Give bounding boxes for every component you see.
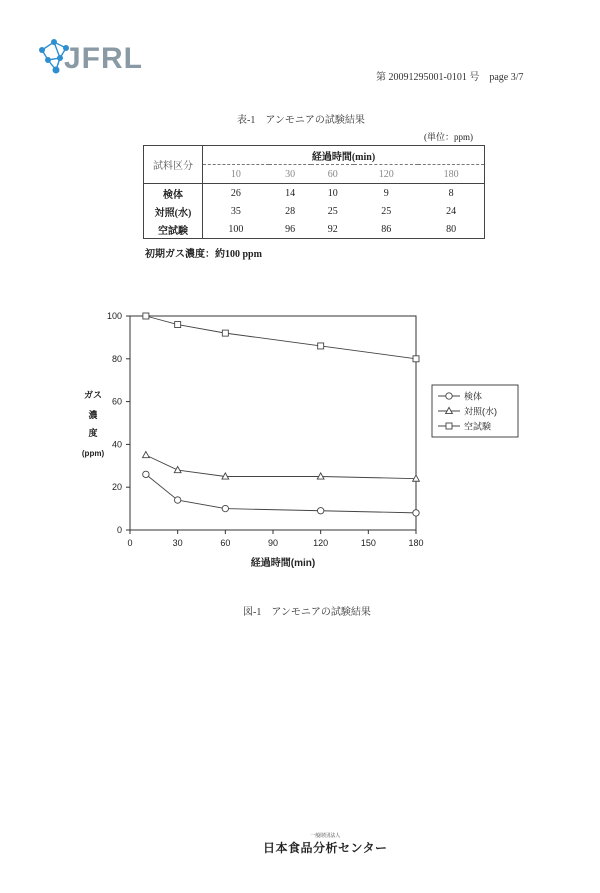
time-point: 180: [418, 165, 484, 184]
x-tick-label: 0: [127, 538, 133, 548]
y-tick-label: 100: [106, 311, 122, 321]
time-point: 60: [311, 165, 354, 184]
series-line: [146, 316, 416, 359]
y-tick-label: 80: [111, 353, 122, 364]
footer-org-name: 日本食品分析センター: [263, 841, 388, 855]
data-point: [143, 313, 149, 319]
footer-org-type: 一般財団法人: [310, 833, 341, 839]
cell: 25: [327, 205, 338, 217]
cell: 100: [203, 220, 269, 239]
table-unit: (単位：ppm): [424, 132, 473, 142]
y-tick-label: 0: [116, 525, 122, 535]
data-point: [413, 356, 419, 362]
row-label: 空試験: [144, 220, 203, 239]
cell: 86: [354, 220, 418, 239]
x-tick-label: 60: [220, 538, 231, 548]
y-tick-label: 60: [111, 396, 122, 407]
row-label: 検体: [144, 184, 203, 203]
cell: 35: [230, 205, 241, 217]
data-point: [317, 473, 324, 479]
data-point: [142, 452, 149, 458]
y-axis-label: 度: [88, 428, 98, 438]
data-point: [174, 466, 181, 472]
plot-frame: [130, 316, 416, 530]
document-number: 第 20091295001-0101 号 page 3/7: [376, 72, 524, 83]
legend-marker: [446, 393, 452, 399]
row-label: 対照(水): [144, 202, 203, 220]
time-point: 10: [203, 165, 269, 184]
x-axis-label: 経過時間(min): [250, 558, 316, 569]
cell: 8: [448, 187, 454, 199]
initial-concentration-note: 初期ガス濃度：約100 ppm: [145, 249, 262, 260]
time-point: 30: [269, 165, 312, 184]
cell: 92: [311, 220, 354, 239]
data-point: [317, 508, 323, 514]
x-tick-label: 120: [313, 538, 329, 548]
x-tick-label: 90: [267, 538, 279, 548]
series-line: [146, 474, 416, 513]
data-point: [143, 471, 149, 477]
footer-org: [263, 832, 388, 856]
time-group-header: 経過時間(min): [203, 146, 485, 165]
figure-caption: 図-1 アンモニアの試験結果: [243, 607, 371, 618]
cell: 80: [418, 220, 484, 239]
y-axis-label: 濃: [88, 410, 98, 420]
cell: 24: [446, 205, 457, 217]
legend-marker: [446, 423, 452, 429]
cell: 26: [230, 187, 241, 199]
data-point: [318, 343, 324, 349]
legend-label: 空試験: [464, 421, 492, 432]
series-line: [146, 455, 416, 479]
x-tick-label: 180: [408, 538, 424, 548]
data-point: [175, 322, 181, 328]
data-point: [222, 330, 228, 336]
logo-text: JFRL: [64, 42, 143, 75]
y-axis-label: (ppm): [81, 449, 105, 458]
cell: 10: [327, 187, 338, 199]
y-tick-label: 40: [111, 439, 122, 450]
cell: 9: [383, 187, 389, 199]
y-tick-label: 20: [111, 482, 122, 493]
data-point: [174, 497, 180, 503]
row-header: 試料区分: [144, 146, 203, 184]
cell: 14: [285, 187, 296, 199]
cell: 96: [269, 220, 312, 239]
x-tick-label: 150: [360, 538, 376, 548]
table-caption: 表-1 アンモニアの試験結果: [237, 115, 365, 126]
y-axis-label: ガス: [83, 390, 103, 400]
legend-label: 検体: [464, 391, 483, 402]
data-point: [413, 510, 419, 516]
cell: 28: [285, 205, 296, 217]
cell: 25: [381, 205, 392, 217]
legend-label: 対照(水): [464, 406, 497, 417]
time-point: 120: [354, 165, 418, 184]
data-point: [222, 505, 228, 511]
x-tick-label: 30: [172, 538, 183, 548]
